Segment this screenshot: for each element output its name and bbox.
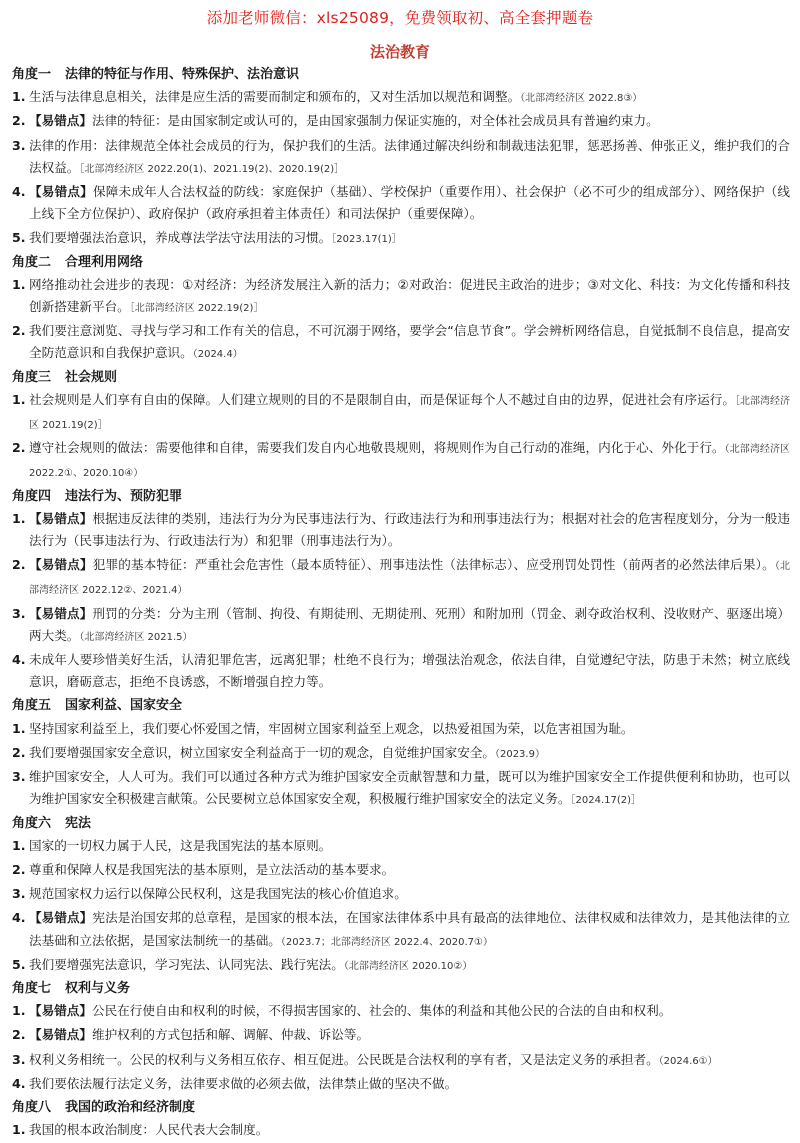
item-text: 尊重和保障人权是我国宪法的基本原则，是立法活动的基本要求。: [29, 861, 395, 877]
item-number: 1.: [12, 1122, 26, 1138]
promo-banner: 添加老师微信：xls25089，免费领取初、高全套押题卷: [206, 9, 594, 27]
section-name: 社会规则: [65, 369, 118, 385]
section-name: 权利与义务: [65, 980, 131, 996]
item-number: 2.: [12, 440, 26, 456]
source-note: （北部湾经济区 2020.10②）: [343, 960, 473, 972]
source-note: （北部湾经济区 2022.12②、2021.4）: [29, 561, 791, 597]
item-text: 公民在行使自由和权利的时候，不得损害国家的、社会的、集体的利益和其他公民的合法的自由和权利。: [91, 1003, 672, 1019]
item-number: 1.: [12, 1003, 26, 1019]
item-number: 1.: [12, 276, 26, 292]
source-note: ［北部湾经济区 2022.20(1)、2021.19(2)、2020.19(2)］: [79, 163, 345, 175]
item-text-block: [29, 110, 790, 134]
item-text-block: [29, 649, 790, 695]
item-number: 4.: [12, 184, 26, 200]
section-number: 角度三: [12, 369, 52, 385]
error-prone-tag: 【易错点】: [29, 184, 93, 200]
item-text: 我们要依法履行法定义务，法律要求做的必须去做，法律禁止做的坚决不做。: [29, 1075, 458, 1091]
source-note: （2023.9）: [494, 748, 545, 760]
section-heading: [12, 252, 790, 274]
item-text-block: [29, 907, 790, 953]
source-note: （北部湾经济区 2022.8③）: [520, 93, 643, 105]
source-note: （2024.6①）: [658, 1055, 718, 1067]
item-number: 1.: [12, 391, 26, 407]
item-text: 规范国家权力运行以保障公民权利，这是我国宪法的核心价值追求。: [29, 886, 407, 902]
list-item: [12, 86, 790, 110]
item-text-block: [29, 274, 790, 320]
error-prone-tag: 【易错点】: [29, 1003, 92, 1019]
section-heading: [12, 813, 790, 835]
list-item: [12, 742, 790, 766]
source-note: （2023.7；北部湾经济区 2022.4、2020.7①）: [280, 936, 493, 948]
list-item: [12, 1073, 790, 1097]
section-name: 我国的政治和经济制度: [65, 1099, 196, 1115]
item-text-block: [29, 320, 790, 366]
item-text-block: [29, 181, 790, 227]
list-item: [12, 1119, 790, 1143]
list-item: [12, 135, 790, 181]
section-number: 角度二: [12, 254, 52, 270]
item-text-block: [29, 389, 790, 437]
item-number: 2.: [12, 557, 26, 573]
list-item: [12, 1049, 790, 1073]
item-text: 保障未成年人合法权益的防线：家庭保护（基础）、学校保护（重要作用）、社会保护（必不可少的组成部分）、网络保护（线上线下全方位保护）、政府保护（政府承担着主体责任）和司法保护（重要保障）。: [29, 184, 791, 222]
list-item: [12, 1024, 790, 1048]
section-number: 角度八: [12, 1099, 52, 1115]
section-heading: [12, 978, 790, 1000]
item-text: 坚持国家利益至上，我们要心怀爱国之情，牢固树立国家利益至上观念，以热爱祖国为荣，以危害祖国为耻。: [29, 720, 634, 736]
item-text: 我们要增强法治意识，养成尊法学法守法用法的习惯。: [29, 230, 332, 246]
item-text: 刑罚的分类：分为主刑（管制、拘役、有期徒刑、无期徒刑、死刑）和附加刑（罚金、剥夺政治权利、没收财产、驱逐出境）两大类。: [29, 605, 791, 643]
section-heading: [12, 367, 790, 389]
item-text: 我们要增强宪法意识，学习宪法、认同宪法、践行宪法。: [29, 956, 344, 972]
list-item: [12, 603, 790, 649]
item-text: 维护权利的方式包括和解、调解、仲裁、诉讼等。: [91, 1027, 370, 1043]
list-item: [12, 274, 790, 320]
item-text-block: [29, 603, 790, 649]
item-text: 法律的特征：是由国家制定或认可的，是由国家强制力保证实施的，对全体社会成员具有普遍约束力。: [91, 113, 659, 129]
item-text-block: [29, 227, 790, 251]
list-item: [12, 859, 790, 883]
source-note: （2024.4）: [192, 349, 243, 361]
section-name: 国家利益、国家安全: [65, 698, 183, 714]
item-text: 法律的作用：法律规范全体社会成员的行为，保护我们的生活。法律通过解决纠纷和制裁违法犯罪，惩恶扬善、伸张正义，维护我们的合法权益。: [29, 137, 790, 175]
error-prone-tag: 【易错点】: [29, 910, 93, 926]
section-name: 法律的特征与作用、特殊保护、法治意识: [65, 67, 300, 82]
list-item: [12, 508, 790, 554]
item-text-block: [29, 508, 790, 554]
item-text-block: [29, 859, 790, 883]
section-number: 角度七: [12, 980, 52, 996]
item-number: 3.: [12, 605, 26, 621]
list-item: [12, 554, 790, 602]
section-name: 违法行为、预防犯罪: [65, 488, 183, 504]
item-text: 生活与法律息息相关，法律是应生活的需要而制定和颁布的，又对生活加以规范和调整。: [29, 89, 521, 105]
item-text-block: [29, 1024, 790, 1048]
section-name: 宪法: [65, 815, 92, 831]
item-number: 4.: [12, 1075, 26, 1091]
item-text: 我国的根本政治制度：人民代表大会制度。: [29, 1122, 269, 1138]
item-number: 2.: [12, 1027, 26, 1043]
item-text-block: [29, 954, 790, 978]
item-number: 2.: [12, 744, 26, 760]
item-text: 遵守社会规则的做法：需要他律和自律，需要我们发自内心地敬畏规则，将规则作为自己行动的准绳，内化于心、外化于行。: [29, 440, 725, 456]
item-number: 4.: [12, 652, 26, 668]
item-text-block: [29, 835, 790, 859]
section-number: 角度一: [12, 67, 52, 82]
item-text: 网络推动社会进步的表现：①对经济：为经济发展注入新的活力；②对政治：促进民主政治的进步；③对文化、科技：为文化传播和科技创新搭建新平台。: [29, 276, 790, 315]
source-note: （北部湾经济区 2021.5）: [79, 631, 193, 643]
item-number: 5.: [12, 230, 26, 246]
document-body: [12, 64, 790, 1143]
item-number: 1.: [12, 510, 26, 526]
item-text-block: [29, 1119, 790, 1143]
list-item: [12, 181, 790, 227]
item-text-block: [29, 437, 790, 485]
list-item: [12, 1000, 790, 1024]
list-item: [12, 110, 790, 134]
item-text: 未成年人要珍惜美好生活，认清犯罪危害，远离犯罪；杜绝不良行为；增强法治观念，依法自律，自觉遵纪守法，防患于未然；树立底线意识，磨砺意志，拒绝不良诱惑，不断增强自控力等。: [29, 652, 790, 690]
error-prone-tag: 【易错点】: [29, 510, 93, 526]
item-number: 1.: [12, 89, 26, 105]
error-prone-tag: 【易错点】: [29, 605, 93, 621]
page-title: 法治教育: [369, 43, 430, 61]
item-text-block: [29, 135, 790, 181]
section-heading: [12, 695, 790, 717]
item-text-block: [29, 742, 790, 766]
section-number: 角度六: [12, 815, 52, 831]
item-text: 犯罪的基本特征：严重社会危害性（最本质特征）、刑事违法性（法律标志）、应受刑罚处罚性（前两者的必然法律后果）。: [92, 557, 775, 573]
error-prone-tag: 【易错点】: [29, 113, 92, 129]
error-prone-tag: 【易错点】: [29, 557, 93, 573]
source-note: ［北部湾经济区 2022.19(2)］: [129, 303, 264, 315]
item-text: 我们要增强国家安全意识，树立国家安全利益高于一切的观念，自觉维护国家安全。: [29, 744, 495, 760]
section-number: 角度四: [12, 488, 52, 504]
list-item: [12, 835, 790, 859]
item-text-block: [29, 883, 790, 907]
item-number: 2.: [12, 323, 26, 339]
source-note: （北部湾经济区 2022.2①、2020.10④）: [29, 444, 791, 480]
section-heading: [12, 486, 790, 508]
error-prone-tag: 【易错点】: [29, 1027, 92, 1043]
item-text: 维护国家安全，人人可为。我们可以通过各种方式为维护国家安全贡献智慧和力量，既可以为维护国家安全工作提供便利和协助，也可以为维护国家安全积极建言献策。公民要树立总体国家安全观，积极履行维护国家安全的法定义务。: [29, 769, 790, 807]
section-heading: [12, 1097, 790, 1119]
item-text: 社会规则是人们享有自由的保障。人们建立规则的目的不是限制自由，而是保证每个人不越过自由的边界，促进社会有序运行。: [29, 391, 735, 407]
item-number: 3.: [12, 769, 26, 785]
item-text-block: [29, 86, 790, 110]
item-text-block: [29, 766, 790, 812]
item-text: 根据违反法律的类别，违法行为分为民事违法行为、行政违法行为和刑事违法行为；根据对社会的危害程度划分，分为一般违法行为（民事违法行为、行政违法行为）和犯罪（刑事违法行为）。: [29, 510, 791, 549]
list-item: [12, 718, 790, 742]
list-item: [12, 437, 790, 485]
item-number: 3.: [12, 137, 26, 153]
item-text: 国家的一切权力属于人民，这是我国宪法的基本原则。: [29, 837, 332, 853]
item-number: 2.: [12, 861, 26, 877]
section-name: 合理利用网络: [65, 254, 144, 270]
item-number: 3.: [12, 1051, 26, 1067]
item-text-block: [29, 554, 790, 602]
item-number: 2.: [12, 113, 26, 129]
list-item: [12, 883, 790, 907]
source-note: ［北部湾经济区 2021.19(2)］: [29, 395, 791, 432]
list-item: [12, 954, 790, 978]
section-heading: [12, 64, 790, 86]
list-item: [12, 389, 790, 437]
item-number: 1.: [12, 720, 26, 736]
item-number: 4.: [12, 910, 26, 926]
item-text-block: [29, 1073, 790, 1097]
list-item: [12, 766, 790, 812]
item-number: 1.: [12, 837, 26, 853]
item-text: 宪法是治国安邦的总章程，是国家的根本法，在国家法律体系中具有最高的法律地位、法律权威和法律效力，是其他法律的立法基础和立法依据，是国家法制统一的基础。: [29, 910, 791, 948]
list-item: [12, 227, 790, 251]
item-text: 我们要注意浏览、寻找与学习和工作有关的信息，不可沉溺于网络，要学会“信息节食”。学会辨析网络信息，自觉抵制不良信息，提高安全防范意识和自我保护意识。: [29, 323, 790, 361]
list-item: [12, 649, 790, 695]
section-number: 角度五: [12, 698, 52, 714]
item-text: 权利义务相统一。公民的权利与义务相互依存、相互促进。公民既是合法权利的享有者，又是法定义务的承担者。: [29, 1051, 659, 1067]
item-text-block: [29, 718, 790, 742]
item-text-block: [29, 1000, 790, 1024]
source-note: ［2024.17(2)］: [570, 795, 642, 807]
source-note: ［2023.17(1)］: [331, 234, 402, 246]
item-text-block: [29, 1049, 790, 1073]
item-number: 3.: [12, 886, 26, 902]
list-item: [12, 907, 790, 953]
item-number: 5.: [12, 956, 26, 972]
list-item: [12, 320, 790, 366]
